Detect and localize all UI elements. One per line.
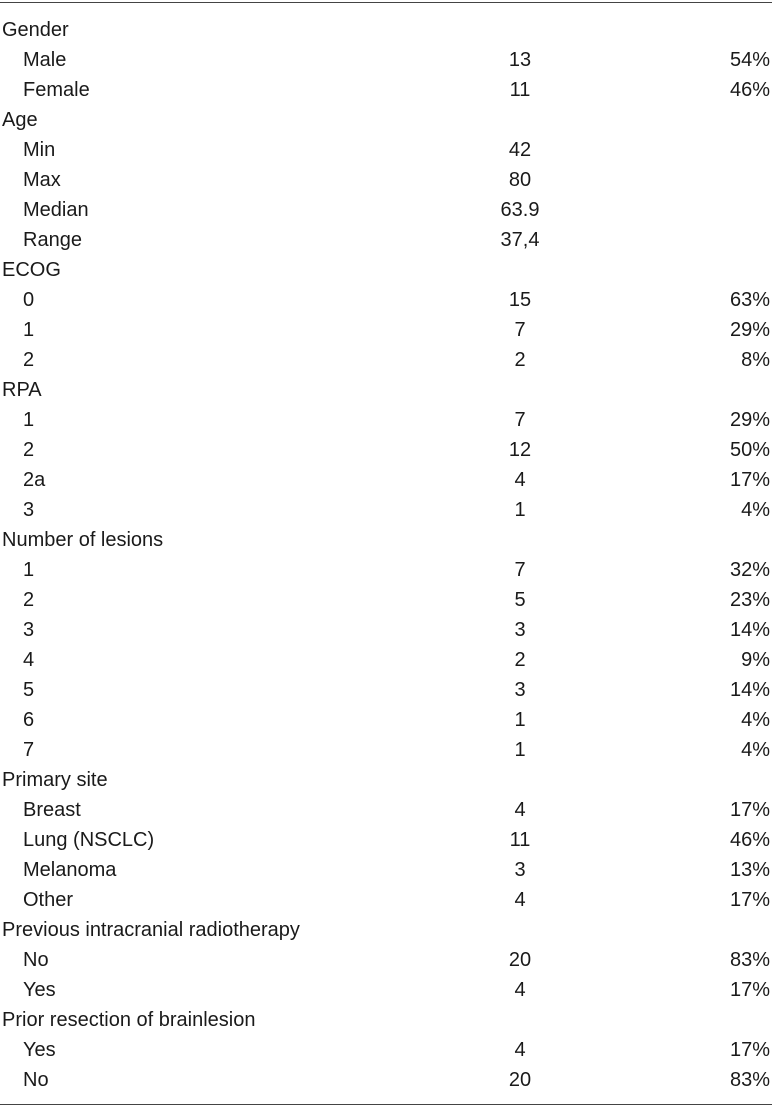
table-section-header [0,1005,772,1035]
row-count: 2 [514,649,526,671]
table-row [0,285,772,315]
row-percent: 29% [729,409,770,431]
row-percent: 17% [729,979,770,1001]
table-row [0,675,772,705]
table-row [0,825,772,855]
row-count: 63.9 [500,199,540,221]
row-percent: 14% [729,619,770,641]
row-label: 2 [23,589,35,611]
table-section-header [0,525,772,555]
row-count: 11 [509,79,531,101]
table-row [0,885,772,915]
row-label: Median [23,199,89,221]
table-row [0,435,772,465]
table-row [0,345,772,375]
table-row [0,75,772,105]
table-row [0,315,772,345]
row-count: 3 [514,859,526,881]
row-count: 13 [508,49,532,71]
row-count: 1 [514,709,526,731]
table-row [0,465,772,495]
row-label: Previous intracranial radiotherapy [2,919,300,941]
row-count: 3 [514,619,526,641]
table-row [0,165,772,195]
row-count: 4 [514,469,526,491]
table-row [0,615,772,645]
row-count: 7 [514,409,526,431]
table-row [0,735,772,765]
row-percent: 63% [729,289,770,311]
row-label: ECOG [2,259,61,281]
row-percent: 29% [729,319,770,341]
row-percent: 32% [729,559,770,581]
row-label: Breast [23,799,81,821]
row-label: 2 [23,439,35,461]
row-percent: 8% [741,349,770,371]
table-row [0,555,772,585]
row-label: Min [23,139,56,161]
table-row [0,795,772,825]
row-label: 4 [23,649,35,671]
table-row [0,1065,772,1095]
row-percent: 9% [741,649,770,671]
row-count: 7 [514,319,526,341]
table-row [0,225,772,255]
row-count: 20 [508,1069,532,1091]
row-label: 6 [23,709,35,731]
row-count: 1 [514,499,526,521]
row-count: 5 [514,589,526,611]
row-count: 37,4 [500,229,540,251]
row-label: Female [23,79,90,101]
row-label: Lung (NSCLC) [23,829,155,851]
row-percent: 13% [729,859,770,881]
row-count: 3 [514,679,526,701]
row-count: 11 [509,829,531,851]
row-label: Age [2,109,38,131]
table-section-header [0,105,772,135]
row-percent: 17% [729,889,770,911]
row-percent: 4% [741,499,770,521]
row-label: Male [23,49,67,71]
table-row [0,705,772,735]
row-count: 42 [508,139,532,161]
row-count: 20 [508,949,532,971]
row-label: Melanoma [23,859,117,881]
table-row [0,945,772,975]
row-count: 4 [514,799,526,821]
row-percent: 4% [741,709,770,731]
table-row [0,585,772,615]
row-label: Prior resection of brainlesion [2,1009,256,1031]
row-count: 1 [514,739,526,761]
row-count: 7 [514,559,526,581]
row-percent: 50% [729,439,770,461]
row-label: 2 [23,349,35,371]
row-label: 1 [23,559,35,581]
table-row [0,645,772,675]
table-row [0,195,772,225]
row-percent: 46% [729,79,770,101]
row-count: 15 [508,289,532,311]
row-percent: 17% [729,1039,770,1061]
table-row [0,855,772,885]
table-section-header [0,255,772,285]
row-label: Primary site [2,769,108,791]
row-label: Range [23,229,82,251]
row-label: Yes [23,1039,56,1061]
patient-characteristics-table [0,15,772,1095]
table-row [0,405,772,435]
table-row [0,1035,772,1065]
row-percent: 17% [729,799,770,821]
row-count: 4 [514,979,526,1001]
row-percent: 83% [729,949,770,971]
row-label: 3 [23,499,35,521]
row-label: No [23,1069,49,1091]
row-label: 2a [23,469,46,491]
table-section-header [0,765,772,795]
row-label: Max [23,169,61,191]
table-section-header [0,915,772,945]
table-section-header [0,15,772,45]
row-label: Yes [23,979,56,1001]
table-row [0,495,772,525]
row-label: Other [23,889,74,911]
row-label: 5 [23,679,35,701]
row-count: 2 [514,349,526,371]
row-percent: 17% [729,469,770,491]
row-count: 4 [514,889,526,911]
row-count: 12 [508,439,532,461]
row-label: Number of lesions [2,529,164,551]
row-percent: 54% [729,49,770,71]
row-label: RPA [2,379,42,401]
row-percent: 46% [729,829,770,851]
row-label: Gender [2,19,69,41]
table-row [0,135,772,165]
row-label: 0 [23,289,35,311]
row-percent: 83% [729,1069,770,1091]
row-count: 80 [508,169,532,191]
table-row [0,975,772,1005]
table-section-header [0,375,772,405]
row-label: No [23,949,49,971]
row-percent: 4% [741,739,770,761]
row-label: 3 [23,619,35,641]
table-bottom-rule [0,1104,772,1105]
row-label: 7 [23,739,35,761]
row-count: 4 [514,1039,526,1061]
row-label: 1 [23,319,35,341]
table-row [0,45,772,75]
table-top-rule [0,2,772,3]
row-percent: 23% [729,589,770,611]
row-label: 1 [23,409,35,431]
row-percent: 14% [729,679,770,701]
